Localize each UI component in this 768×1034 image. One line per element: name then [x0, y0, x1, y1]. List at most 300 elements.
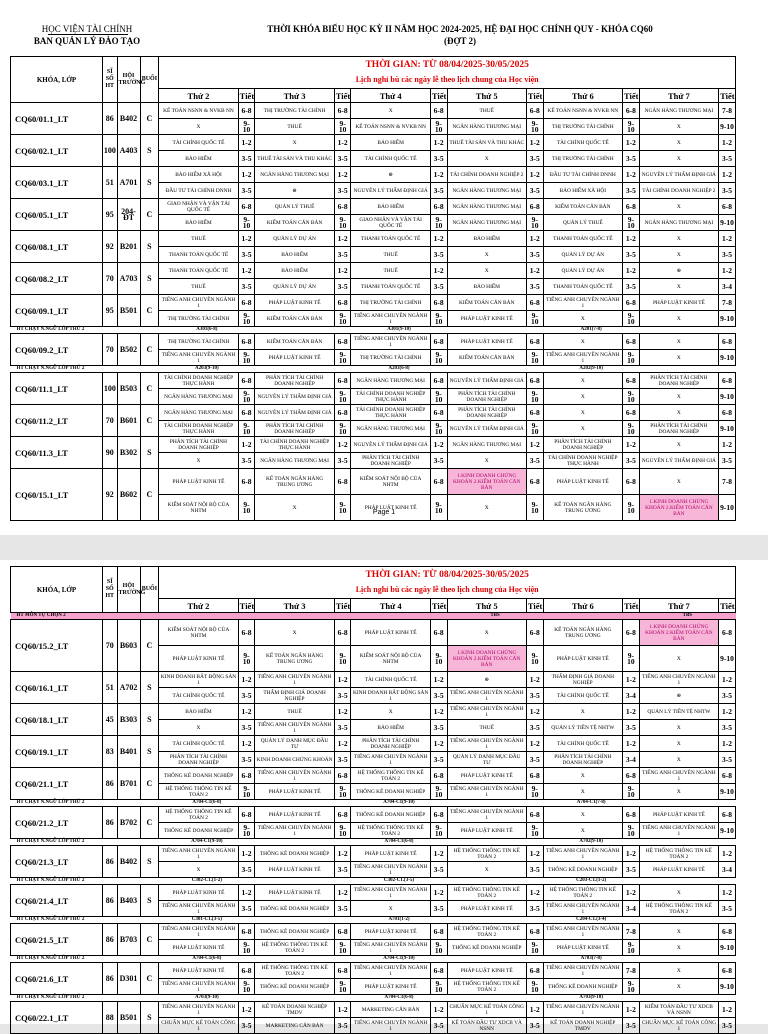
room: B401 — [117, 736, 140, 768]
period-cell: 1-2 — [526, 672, 543, 688]
period-cell: 3-5 — [719, 183, 736, 199]
subject-cell: TIẾNG ANH CHUYÊN NGÀNH 1 — [543, 846, 622, 862]
subject-cell: X — [639, 334, 718, 350]
table-row — [11, 231, 736, 247]
period-cell: 6-8 — [430, 469, 447, 495]
period-cell: 7-8 — [622, 924, 639, 940]
column-header-class: KHÓA, LỚP — [11, 57, 103, 103]
room: B502 — [117, 334, 140, 366]
period-cell: 1-2 — [430, 736, 447, 752]
subject-cell: GIAO NHẬN VÀ VẬN TẢI QUỐC TẾ — [351, 215, 430, 231]
subject-cell: KẾ TOÁN NSNN & NVKB NN — [543, 103, 622, 119]
period-cell: 9-10 — [334, 646, 351, 672]
period-cell: 3-5 — [238, 1018, 255, 1034]
subject-cell: PHÁP LUẬT KINH TẾ — [159, 469, 238, 495]
class-code: CQ60/01.1_LT — [11, 103, 103, 135]
note-row-cell — [351, 613, 447, 620]
period-cell: 7-8 — [719, 103, 736, 119]
note-row-cell — [255, 917, 351, 924]
subject-cell: THUẾ — [447, 103, 526, 119]
subject-cell: X — [447, 247, 526, 263]
period-cell: 3-4 — [622, 752, 639, 768]
subject-cell: PHÂN TÍCH TÀI CHÍNH DOANH NGHIỆP — [159, 752, 238, 768]
subject-cell: X — [639, 963, 718, 979]
room: D301 — [117, 963, 140, 995]
day-header: Thứ 2 — [159, 89, 238, 103]
subject-cell: KIỂM TOÁN CĂN BẢN — [255, 215, 334, 231]
subject-cell: THỊ TRƯỜNG TÀI CHÍNH — [159, 311, 238, 327]
period-cell: 3-5 — [430, 247, 447, 263]
subject-cell: PHÁP LUẬT KINH TẾ — [447, 901, 526, 917]
subject-cell: ⊛ — [639, 688, 718, 704]
period-cell: 6-8 — [526, 924, 543, 940]
period-cell: 6-8 — [430, 199, 447, 215]
subject-cell: TIẾNG ANH CHUYÊN NGÀNH 1 — [351, 311, 430, 327]
subject-cell: PHÁP LUẬT KINH TẾ — [351, 846, 430, 862]
period-cell: 1-2 — [719, 704, 736, 720]
holiday-note: Lịch nghỉ bù các ngày lễ theo lịch chung của Học viện — [159, 583, 736, 599]
subject-cell: X — [447, 151, 526, 167]
period-cell: 9-10 — [719, 784, 736, 800]
day-header: Thứ 7 — [639, 89, 718, 103]
subject-cell: TÀI CHÍNH DOANH NGHIỆP 2 — [639, 183, 718, 199]
period-cell: 1-2 — [430, 846, 447, 862]
period-cell: 1-2 — [622, 1002, 639, 1018]
subject-cell: NGÂN HÀNG THƯƠNG MẠI — [159, 405, 238, 421]
period-cell: 1-2 — [430, 704, 447, 720]
subject-cell: BẢO HIỂM — [255, 247, 334, 263]
subject-cell: NGUYÊN LÝ THẨM ĐỊNH GIÁ — [639, 453, 718, 469]
period-cell: 3-5 — [430, 901, 447, 917]
period-cell: 6-8 — [334, 373, 351, 389]
subject-cell: TIẾNG ANH CHUYÊN NGÀNH 1 — [255, 672, 334, 688]
period-cell: 9-10 — [238, 311, 255, 327]
period-cell: 9-10 — [719, 119, 736, 135]
subject-cell: PHÁP LUẬT KINH TẾ — [351, 620, 430, 646]
note-row-cell — [447, 878, 543, 885]
class-code: CQ60/11.2_LT — [11, 405, 103, 437]
note-row-cell: A704-C1(6-8) — [351, 839, 447, 846]
subject-cell: THANH TOÁN QUỐC TẾ — [543, 279, 622, 295]
subject-cell: PHÁP LUẬT KINH TẾ — [255, 784, 334, 800]
period-cell: 9-10 — [526, 784, 543, 800]
period-cell: 6-8 — [719, 620, 736, 646]
subject-cell: TÀI CHÍNH QUỐC TẾ — [543, 736, 622, 752]
subject-cell: THỐNG KÊ DOANH NGHIỆP — [351, 807, 430, 823]
period-cell: 3-5 — [719, 688, 736, 704]
note-row-cell — [639, 800, 735, 807]
subject-cell: THUẾ — [159, 279, 238, 295]
subject-cell: TIẾNG ANH CHUYÊN NGÀNH 1 — [255, 720, 334, 736]
note-row-cell — [447, 995, 543, 1002]
period-cell: 6-8 — [430, 768, 447, 784]
subject-cell: X — [351, 901, 430, 917]
note-row-label: HT CHẠY N.NGỮ LỚP THỨ 2 — [11, 366, 159, 373]
period-cell: 1-2 — [430, 135, 447, 151]
room: B303 — [117, 704, 140, 736]
period-cell: 6-8 — [238, 373, 255, 389]
subject-cell: BẢO HIỂM — [351, 720, 430, 736]
class-code: CQ60/09.1_LT — [11, 295, 103, 327]
note-row-cell: A702(9-10) — [543, 839, 639, 846]
period-cell: 9-10 — [622, 119, 639, 135]
subject-cell: 1.KINH DOANH CHỨNG KHOÁN 2.KIỂM TOÁN CĂN BẢN — [639, 495, 718, 521]
session: C — [140, 768, 159, 800]
subject-cell: PHÂN TÍCH TÀI CHÍNH DOANH NGHIỆP — [543, 437, 622, 453]
subject-cell: THỊ TRƯỜNG TÀI CHÍNH — [159, 334, 238, 350]
subject-cell: THUẾ — [351, 247, 430, 263]
subject-cell: TIẾNG ANH CHUYÊN NGÀNH 1 — [159, 295, 238, 311]
period-cell: 1-2 — [622, 135, 639, 151]
subject-cell: MARKETING CĂN BẢN — [351, 1002, 430, 1018]
period-cell: 6-8 — [430, 405, 447, 421]
note-row-cell: C203-C1.(1-2) — [543, 878, 639, 885]
period-cell: 1-2 — [430, 672, 447, 688]
subject-cell: TIẾNG ANH CHUYÊN NGÀNH 1 — [351, 334, 430, 350]
subject-cell: KINH DOANH BẤT ĐỘNG SẢN 1 — [160, 673, 237, 686]
note-row-label: HT CHẠY N.NGỮ LỚP THỨ 2 — [11, 995, 159, 1002]
subject-cell: NGÂN HÀNG THƯƠNG MẠI — [447, 119, 526, 135]
period-cell: 3-5 — [526, 688, 543, 704]
table-row — [11, 334, 736, 350]
subject-cell: PHÁP LUẬT KINH TẾ — [351, 979, 430, 995]
period-cell: 9-10 — [526, 646, 543, 672]
class-size: 70 — [102, 263, 117, 295]
period-cell: 9-10 — [526, 823, 543, 839]
subject-cell: KIỂM TOÁN CĂN BẢN — [255, 311, 334, 327]
room: B403 — [117, 885, 140, 917]
note-row-cell — [639, 995, 735, 1002]
room: B702 — [117, 807, 140, 839]
period-cell: 3-5 — [238, 862, 255, 878]
room: B302 — [117, 437, 140, 469]
session: C — [140, 807, 159, 839]
note-row-cell: A701(1-2) — [351, 917, 447, 924]
note-row-label: HT CHẠY N.NGỮ LỚP THỨ 2 — [11, 327, 159, 334]
period-cell: 3-5 — [622, 151, 639, 167]
subject-cell: X — [543, 405, 622, 421]
table-row — [11, 405, 736, 421]
subject-cell: X — [639, 405, 718, 421]
subject-cell: THỐNG KÊ DOANH NGHIỆP — [255, 846, 334, 862]
holiday-note: Lịch nghỉ bù các ngày lễ theo lịch chung của Học viện — [159, 73, 736, 89]
period-cell: 1-2 — [430, 231, 447, 247]
period-cell: 3-4 — [719, 279, 736, 295]
period-cell: 3-5 — [622, 862, 639, 878]
period-cell: 3-5 — [238, 752, 255, 768]
subject-cell: TIẾNG ANH CHUYÊN NGÀNH 1 — [159, 979, 238, 995]
class-code: CQ60/02.1_LT — [11, 135, 103, 167]
institution-name: HỌC VIỆN TÀI CHÍNH — [41, 24, 133, 34]
room: B402 — [117, 846, 140, 878]
period-cell: 6-8 — [238, 295, 255, 311]
subject-cell: PHÁP LUẬT KINH TẾ — [351, 495, 430, 521]
table-row — [11, 1002, 736, 1018]
day-header: Thứ 6 — [543, 599, 622, 613]
subject-cell: THỊ TRƯỜNG TÀI CHÍNH — [255, 103, 334, 119]
period-cell: 9-10 — [430, 119, 447, 135]
room: A701 — [117, 167, 140, 199]
period-cell: 1-2 — [719, 231, 736, 247]
subject-cell: THUẾ — [159, 231, 238, 247]
subject-cell: KIỂM TOÁN CĂN BẢN — [447, 295, 526, 311]
subject-cell: ĐẦU TƯ TÀI CHÍNH DNNH — [543, 167, 622, 183]
period-cell: 3-5 — [334, 453, 351, 469]
note-row-cell: A203(6-8) — [351, 366, 447, 373]
day-header: Thứ 2 — [159, 599, 238, 613]
table-row — [11, 167, 736, 183]
period-cell: 3-5 — [719, 453, 736, 469]
subject-cell: X — [639, 736, 718, 752]
period-cell: 6-8 — [238, 334, 255, 350]
subject-cell: KẾ TOÁN NGÂN HÀNG TRUNG ƯƠNG — [543, 620, 622, 646]
session: S — [140, 1002, 159, 1034]
session: C — [140, 103, 159, 135]
note-row-cell — [543, 613, 639, 620]
subject-cell: NGUYÊN LÝ THẨM ĐỊNH GIÁ — [447, 421, 526, 437]
table-row — [11, 846, 736, 862]
period-cell: 9-10 — [622, 311, 639, 327]
session: C — [140, 469, 159, 521]
class-code: CQ60/15.2_LT — [11, 620, 103, 672]
subject-cell: TIẾNG ANH CHUYÊN NGÀNH 1 — [159, 901, 238, 917]
subject-cell: X — [159, 720, 238, 736]
period-header: Tiết — [335, 90, 351, 101]
period-cell: 6-8 — [334, 807, 351, 823]
period-cell: 9-10 — [334, 389, 351, 405]
period-cell: 3-5 — [526, 1018, 543, 1034]
subject-cell: THỐNG KÊ DOANH NGHIỆP — [159, 768, 238, 784]
period-cell: 6-8 — [719, 963, 736, 979]
subject-cell: TÀI CHÍNH DOANH NGHIỆP THỰC HÀNH — [351, 389, 430, 405]
period-cell: 1-2 — [334, 167, 351, 183]
class-size: 86 — [102, 807, 117, 839]
subject-cell: PHÂN TÍCH TÀI CHÍNH DOANH NGHIỆP — [351, 453, 430, 469]
time-range: THỜI GIAN: TỪ 08/04/2025-30/05/2025 — [159, 57, 736, 73]
note-row-cell: A704-C1(9-10) — [159, 839, 255, 846]
subject-cell: KẾ TOÁN NSNN & NVKB NN — [159, 103, 238, 119]
subject-cell: TIẾNG ANH CHUYÊN NGÀNH 1 — [543, 901, 622, 917]
subject-cell: X — [639, 151, 718, 167]
subject-cell: TIẾNG ANH CHUYÊN NGÀNH 1 — [447, 784, 526, 800]
subject-cell: QUẢN LÝ DANH MỤC ĐẦU TƯ — [447, 752, 526, 768]
class-code: CQ60/18.1_LT — [11, 704, 103, 736]
room: B603 — [117, 620, 140, 672]
period-cell: 1-2 — [238, 704, 255, 720]
note-row-cell: A704-C1(9-10) — [351, 956, 447, 963]
subject-cell: X — [639, 119, 718, 135]
note-row-cell: A301(6-8) — [159, 327, 255, 334]
subject-cell: BẢO HIỂM — [351, 199, 430, 215]
period-cell: 1-2 — [622, 672, 639, 688]
period-cell: 1-2 — [526, 885, 543, 901]
period-cell: 1-2 — [719, 263, 736, 279]
subject-cell: PHÂN TÍCH TÀI CHÍNH DOANH NGHIỆP — [447, 389, 526, 405]
table-row — [11, 263, 736, 279]
period-cell: 6-8 — [334, 199, 351, 215]
subject-cell: QUẢN LÝ THUẾ — [543, 215, 622, 231]
period-cell: 1-2 — [334, 672, 351, 688]
schedule-table-page-1 — [10, 56, 736, 521]
period-cell: 3-5 — [430, 1018, 447, 1034]
subject-cell: BẢO HIỂM — [255, 263, 334, 279]
period-cell: 9-10 — [238, 215, 255, 231]
class-size: 83 — [102, 736, 117, 768]
note-row-cell — [255, 878, 351, 885]
period-cell: 3-5 — [238, 151, 255, 167]
period-cell: 9-10 — [719, 389, 736, 405]
period-cell: 9-10 — [719, 215, 736, 231]
subject-cell: X — [639, 135, 718, 151]
note-row-cell — [447, 839, 543, 846]
room: B503 — [117, 373, 140, 405]
subject-cell: X — [639, 311, 718, 327]
page-number: Page 1 — [372, 509, 396, 516]
session: C — [140, 373, 159, 405]
subject-cell: X — [543, 421, 622, 437]
period-cell: 9-10 — [526, 495, 543, 521]
subject-cell: KIỂM SOÁT NỘI BỘ CỦA NHTM — [351, 469, 430, 495]
class-size: 70 — [102, 620, 117, 672]
class-code: CQ60/08.1_LT — [11, 231, 103, 263]
subject-cell: TÀI CHÍNH DOANH NGHIỆP THỰC HÀNH — [159, 373, 238, 389]
period-cell: 3-5 — [526, 279, 543, 295]
subject-cell: X — [543, 768, 622, 784]
subject-cell: PHÁP LUẬT KINH TẾ — [639, 862, 718, 878]
period-cell: 1-2 — [622, 846, 639, 862]
subject-cell: 1.KINH DOANH CHỨNG KHOÁN 2.KIỂM TOÁN CĂN BẢN — [639, 620, 718, 646]
subject-cell: THUẾ TÀI SẢN VÀ THU KHÁC — [255, 151, 334, 167]
period-cell: 6-8 — [526, 103, 543, 119]
period-cell: 9-10 — [334, 495, 351, 521]
class-size: 86 — [102, 924, 117, 956]
class-size: 92 — [102, 469, 117, 521]
subject-cell: THANH TOÁN QUỐC TẾ — [543, 231, 622, 247]
subject-cell: ⊛ — [255, 183, 334, 199]
period-cell: 6-8 — [334, 768, 351, 784]
period-cell: 1-2 — [238, 1002, 255, 1018]
subject-cell: HỆ THỐNG THÔNG TIN KẾ TOÁN 2 — [447, 846, 526, 862]
period-cell: 1-2 — [622, 263, 639, 279]
period-cell: 9-10 — [430, 784, 447, 800]
room: B402 — [117, 103, 140, 135]
subject-cell: THỊ TRƯỜNG TÀI CHÍNH — [543, 119, 622, 135]
subject-cell: X — [639, 199, 718, 215]
session: C — [140, 405, 159, 437]
period-cell: 1-2 — [526, 1002, 543, 1018]
period-cell: 9-10 — [238, 421, 255, 437]
period-header: Tiết — [720, 600, 735, 611]
subject-cell: X — [447, 620, 526, 646]
period-cell: 6-8 — [334, 924, 351, 940]
subject-cell: PHÁP LUẬT KINH TẾ — [639, 295, 718, 311]
subject-cell: PHÁP LUẬT KINH TẾ — [255, 885, 334, 901]
subject-cell: PHÁP LUẬT KINH TẾ — [543, 469, 622, 495]
room: B501 — [117, 1002, 140, 1034]
period-cell: 3-5 — [334, 183, 351, 199]
class-code: CQ60/03.1_LT — [11, 167, 103, 199]
period-header: Tiết — [239, 600, 255, 611]
class-size: 70 — [102, 405, 117, 437]
subject-cell: BẢO HIỂM — [447, 279, 526, 295]
session: S — [140, 263, 159, 295]
subject-cell: X — [639, 350, 718, 366]
class-code: CQ60/21.3_LT — [11, 846, 103, 878]
class-size: 45 — [102, 704, 117, 736]
subject-cell: NGÂN HÀNG THƯƠNG MẠI — [159, 389, 238, 405]
subject-cell: PHÁP LUẬT KINH TẾ — [255, 350, 334, 366]
room: B703 — [117, 924, 140, 956]
period-cell: 9-10 — [526, 389, 543, 405]
subject-cell: ⊛ — [351, 167, 430, 183]
period-cell: 3-5 — [526, 151, 543, 167]
period-cell: 7-8 — [622, 963, 639, 979]
subject-cell: X — [255, 495, 334, 521]
period-cell: 9-10 — [430, 495, 447, 521]
subject-cell: PHÂN TÍCH TÀI CHÍNH DOANH NGHIỆP — [639, 373, 718, 389]
schedule-page-2 — [0, 560, 768, 1032]
period-cell: 1-2 — [622, 231, 639, 247]
period-cell: 3-5 — [719, 901, 736, 917]
subject-cell: NGUYÊN LÝ THẨM ĐỊNH GIÁ — [351, 183, 430, 199]
subject-cell: TÀI CHÍNH DOANH NGHIỆP 2 — [447, 167, 526, 183]
subject-cell: TIẾNG ANH CHUYÊN NGÀNH 1 — [639, 823, 718, 839]
subject-cell: PHÁP LUẬT KINH TẾ — [159, 646, 238, 672]
period-cell: 3-5 — [719, 720, 736, 736]
period-cell: 1-2 — [719, 135, 736, 151]
period-cell: 9-10 — [238, 119, 255, 135]
period-cell: 3-5 — [334, 688, 351, 704]
period-cell: 1-2 — [238, 885, 255, 901]
period-cell: 3-5 — [430, 862, 447, 878]
period-cell: 1-2 — [526, 263, 543, 279]
period-cell: 9-10 — [430, 350, 447, 366]
period-cell: 1-2 — [622, 736, 639, 752]
period-cell: 1-2 — [526, 704, 543, 720]
class-size: 92 — [102, 231, 117, 263]
subject-cell: TIẾNG ANH CHUYÊN NGÀNH 1 — [351, 1018, 430, 1034]
subject-cell: PHÂN TÍCH TÀI CHÍNH DOANH NGHIỆP — [543, 752, 622, 768]
note-row-cell — [255, 800, 351, 807]
period-cell: 9-10 — [526, 311, 543, 327]
subject-cell: BẢO HIỂM — [351, 135, 430, 151]
subject-cell: X — [447, 263, 526, 279]
subject-cell: BẢO HIỂM XÃ HỘI — [543, 183, 622, 199]
period-cell: 3-5 — [622, 1018, 639, 1034]
period-cell: 6-8 — [719, 405, 736, 421]
class-code: CQ60/21.2_LT — [11, 807, 103, 839]
subject-cell: TIẾNG ANH CHUYÊN NGÀNH 1 — [639, 672, 718, 688]
period-cell: 9-10 — [238, 389, 255, 405]
class-size: 51 — [102, 167, 117, 199]
subject-cell: PHÁP LUẬT KINH TẾ — [255, 807, 334, 823]
subject-cell: BẢO HIỂM — [159, 704, 238, 720]
period-cell: 1-2 — [238, 437, 255, 453]
period-cell: 6-8 — [334, 334, 351, 350]
table-row — [11, 885, 736, 901]
note-row-label: HT MÔN TỰ CHỌN 2 — [11, 613, 159, 620]
period-header: Tiết — [527, 600, 543, 611]
period-cell: 3-5 — [622, 453, 639, 469]
note-row-cell: A704-C1(6-8) — [351, 995, 447, 1002]
period-cell: 3-5 — [719, 151, 736, 167]
period-cell: 3-5 — [334, 752, 351, 768]
period-cell: 6-8 — [334, 103, 351, 119]
session: S — [140, 135, 159, 167]
room: A702 — [117, 672, 140, 704]
period-cell: 6-8 — [334, 405, 351, 421]
subject-cell: NGÂN HÀNG THƯƠNG MẠI — [351, 373, 430, 389]
